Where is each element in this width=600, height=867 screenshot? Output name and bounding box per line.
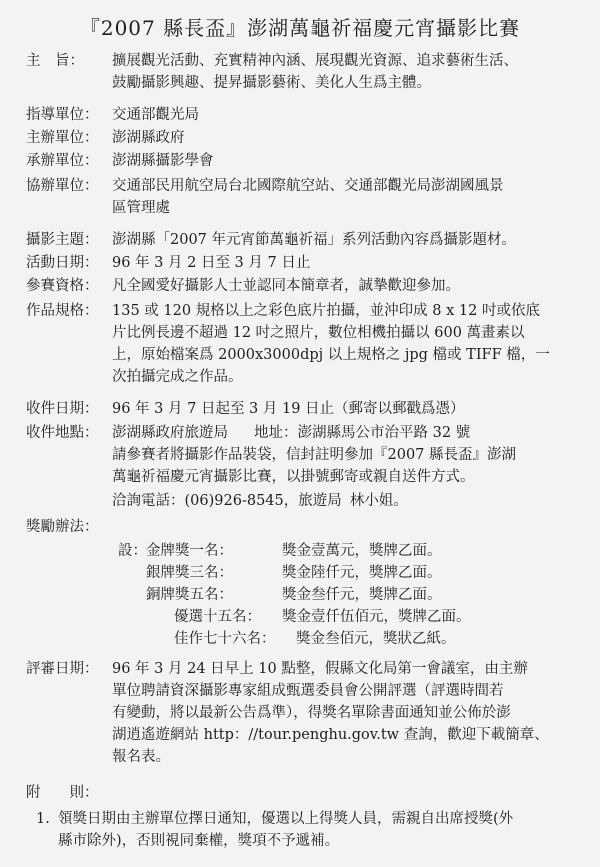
judging-line-2: 單位聘請資深攝影專家組成甄選委員會公開評選（評選時間若 — [112, 683, 504, 699]
phone-value: (06)926-8545，旅遊局 — [184, 493, 342, 509]
note-line-2: 縣市除外)，否則視同棄權，獎項不予遞補。 — [58, 833, 340, 849]
address-label: 地址： — [254, 425, 298, 441]
award-item-bronze — [146, 584, 586, 606]
contact-person: 林小姐。 — [349, 493, 408, 509]
award-prize: 獎金叁佰元，獎狀乙紙。 — [296, 631, 456, 647]
supervisor-section — [26, 104, 586, 126]
purpose-line-1: 擴展觀光活動、充實精神內涵、展現觀光資源、追求藝術生活、 — [112, 53, 518, 69]
appendix-label: 附 則： — [26, 785, 99, 801]
award-prize: 獎金壹仟伍佰元，獎牌乙面。 — [282, 609, 471, 625]
executor-value: 澎湖縣攝影學會 — [112, 153, 214, 169]
co-organizer-section — [26, 175, 586, 219]
judging-line-5: 報名表。 — [112, 749, 170, 765]
executor-section — [26, 150, 586, 172]
executor-label: 承辦單位： — [26, 153, 99, 169]
purpose-line-2: 鼓勵攝影興趣、提昇攝影藝術、美化人生爲主體。 — [112, 75, 431, 91]
judging-line-4: 湖逍遙遊網站 http：//tour.penghu.gov.tw 查詢，歡迎下載簡章、 — [112, 727, 549, 743]
award-name: 金牌獎一名： — [146, 543, 233, 559]
award-item-silver — [146, 562, 586, 584]
theme-label: 攝影主題： — [26, 232, 99, 248]
receipt-instruction-line-1: 請參賽者將攝影作品裝袋，信封註明參加『2007 縣長盃』澎湖 — [112, 447, 517, 463]
specs-line-1: 135 或 120 規格以上之彩色底片拍攝，並沖印成 8 x 12 吋或依底 — [112, 303, 540, 319]
awards-prefix: 設： — [118, 543, 147, 559]
specs-section — [26, 300, 586, 388]
award-name: 銅牌獎五名： — [146, 587, 233, 603]
purpose-label: 主 旨： — [26, 53, 84, 69]
theme-value: 澎湖縣「2007 年元宵節萬龜祈福」系列活動內容爲攝影題材。 — [112, 232, 517, 248]
organizer-value: 澎湖縣政府 — [112, 130, 185, 146]
eligibility-label: 參賽資格： — [26, 278, 99, 294]
dates-label: 活動日期： — [26, 255, 99, 271]
receipt-dates-section — [26, 398, 586, 420]
purpose-section — [26, 50, 586, 94]
note-line-1: 領獎日期由主辦單位擇日通知，優選以上得獎人員，需親自出席授獎(外 — [58, 811, 514, 827]
dates-section — [26, 252, 586, 274]
theme-section — [26, 229, 586, 251]
eligibility-value: 凡全國愛好攝影人士並認同本簡章者，誠摯歡迎參加。 — [112, 278, 460, 294]
award-prize: 獎金陸仟元，獎牌乙面。 — [282, 565, 442, 581]
document-title: 『2007 縣長盃』澎湖萬龜祈福慶元宵攝影比賽 — [79, 16, 521, 40]
receipt-dates-value: 96 年 3 月 7 日起至 3 月 19 日止（郵寄以郵戳爲憑） — [112, 401, 465, 417]
judging-label: 評審日期： — [26, 661, 99, 677]
award-name: 優選十五名： — [174, 609, 261, 625]
eligibility-section — [26, 275, 586, 297]
supervisor-value: 交通部觀光局 — [112, 107, 199, 123]
judging-line-1: 96 年 3 月 24 日早上 10 點整，假縣文化局第一會議室，由主辦 — [112, 661, 528, 677]
awards-list — [118, 540, 586, 650]
receipt-dates-label: 收件日期： — [26, 401, 99, 417]
co-organizer-line-1: 交通部民用航空局台北國際航空站、交通部觀光局澎湖國風景 — [112, 178, 504, 194]
receipt-instruction-line-2: 萬龜祈福慶元宵攝影比賽，以掛號郵寄或親自送件方式。 — [112, 469, 475, 485]
phone-label: 洽詢電話： — [112, 493, 185, 509]
specs-label: 作品規格： — [26, 303, 99, 319]
specs-line-4: 次拍攝完成之作品。 — [112, 369, 243, 385]
receipt-place-section — [26, 422, 586, 512]
award-name: 銀牌獎三名： — [146, 565, 233, 581]
judging-line-3: 有變動，將以最新公告爲準），得獎名單除書面通知並公佈於澎 — [112, 705, 511, 721]
address-value: 澎湖縣馬公市治平路 32 號 — [297, 425, 471, 441]
award-item-gold — [146, 540, 586, 562]
specs-line-2: 片比例長邊不超過 12 吋之照片，數位相機拍攝以 600 萬畫素以 — [112, 325, 525, 341]
co-organizer-label: 協辦單位： — [26, 178, 99, 194]
awards-label: 獎勵辦法： — [26, 519, 99, 535]
award-prize: 獎金叁仟元，獎牌乙面。 — [282, 587, 442, 603]
judging-section — [26, 658, 586, 768]
co-organizer-line-2: 區管理處 — [112, 200, 170, 216]
supervisor-label: 指導單位： — [26, 107, 99, 123]
note-number: 1. — [36, 811, 50, 827]
appendix-note-1 — [36, 808, 586, 852]
specs-line-3: 上，原始檔案爲 2000x3000dpj 以上規格之 jpg 檔或 TIFF 檔，一 — [112, 347, 550, 363]
award-item-honorable — [146, 628, 586, 650]
organizer-section — [26, 127, 586, 149]
receipt-place-label: 收件地點： — [26, 425, 99, 441]
receipt-place-value: 澎湖縣政府旅遊局 — [112, 425, 228, 441]
award-prize: 獎金壹萬元，獎牌乙面。 — [282, 543, 442, 559]
dates-value: 96 年 3 月 2 日至 3 月 7 日止 — [112, 255, 311, 271]
organizer-label: 主辦單位： — [26, 130, 99, 146]
award-name: 佳作七十六名： — [174, 631, 276, 647]
award-item-excellent — [146, 606, 586, 628]
